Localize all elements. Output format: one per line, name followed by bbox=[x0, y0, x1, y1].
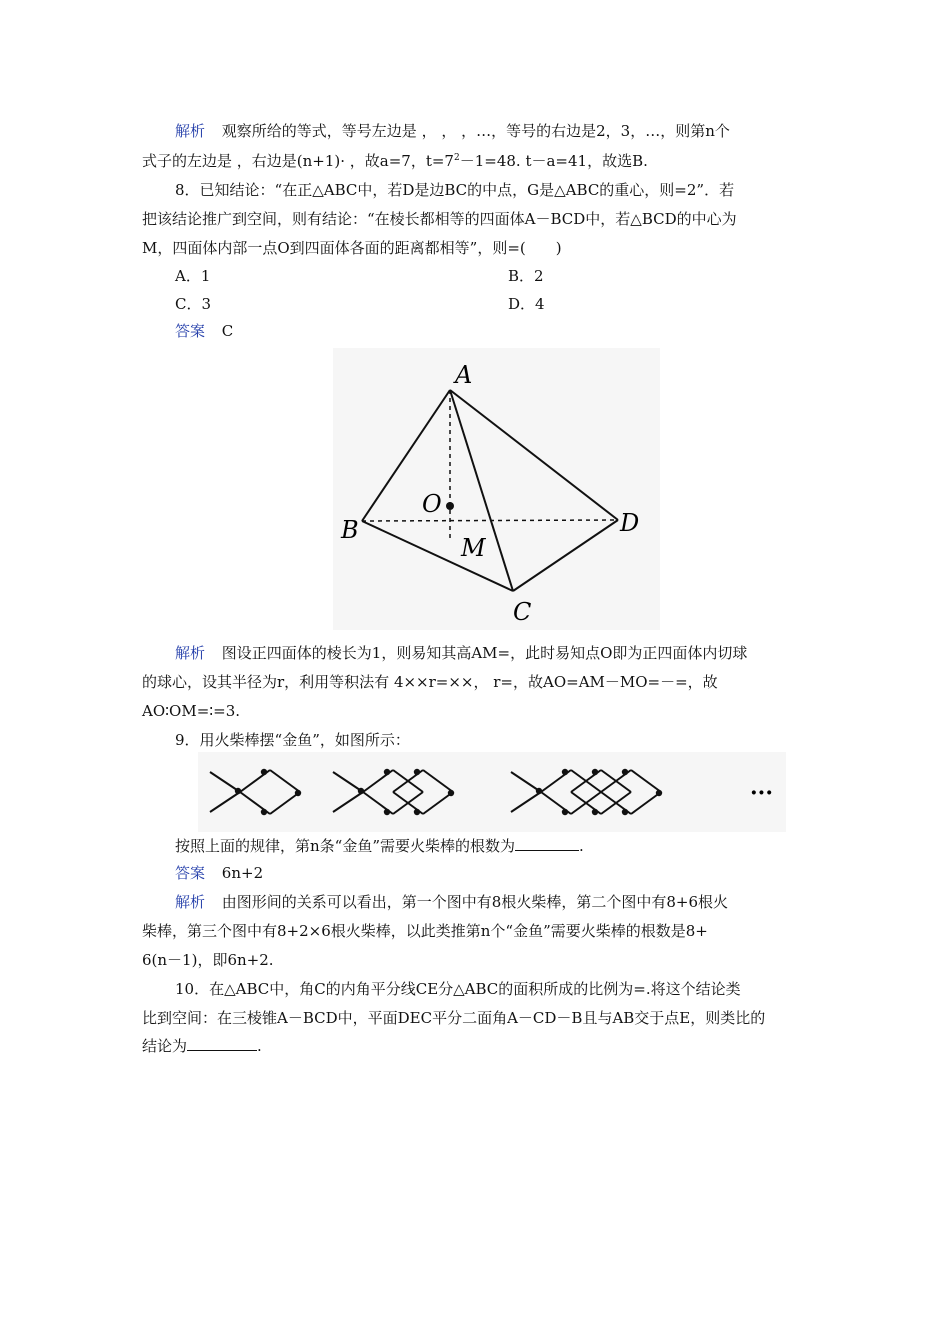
label-o: O bbox=[422, 490, 442, 518]
match-head bbox=[592, 769, 598, 775]
q9-solution-line-2: 柴棒，第三个图中有8+2×6根火柴棒，以此类推第n个“金鱼”需要火柴棒的根数是8+ bbox=[142, 922, 708, 940]
q9-solution-text-1: 由图形间的关系可以看出，第一个图中有8根火柴棒，第二个图中有8+6根火 bbox=[221, 893, 728, 911]
q7-solution-text-2: 式子的左边是 ，右边是(n+1)· ，故a=7，t=7 bbox=[142, 152, 454, 170]
solution-label: 解析 bbox=[175, 644, 206, 662]
q10-blank bbox=[187, 1036, 257, 1051]
match-head bbox=[384, 769, 390, 775]
match-head bbox=[656, 790, 662, 796]
q9-answer-line bbox=[175, 863, 263, 883]
answer-label: 答案 bbox=[175, 322, 206, 340]
label-d: D bbox=[620, 509, 640, 537]
q8-solution-text-1: 图设正四面体的棱长为1，则易知其高AM=，此时易知点O即为正四面体内切球 bbox=[221, 644, 748, 662]
label-a: A bbox=[455, 361, 473, 389]
superscript: 2 bbox=[453, 153, 460, 163]
q8-option-c: C．3 bbox=[175, 295, 212, 313]
point-o bbox=[446, 502, 454, 510]
match-head bbox=[414, 809, 420, 815]
label-m: M bbox=[461, 534, 486, 562]
solution-label: 解析 bbox=[175, 893, 206, 911]
q10-line-1: 10．在△ABC中，角C的内角平分线CE分△ABC的面积所成的比例为=.将这个结论类 bbox=[175, 980, 741, 998]
q8-answer-line bbox=[175, 321, 233, 341]
match-head bbox=[261, 809, 267, 815]
q9-line-2 bbox=[175, 836, 584, 856]
match-head bbox=[295, 790, 301, 796]
q10-prefix: 结论为 bbox=[142, 1037, 188, 1055]
q8-answer: C bbox=[221, 322, 234, 340]
q9-answer: 6n+2 bbox=[221, 864, 264, 882]
match-head bbox=[562, 809, 568, 815]
q7-solution-line-1 bbox=[175, 121, 730, 141]
label-b: B bbox=[341, 516, 359, 544]
q10-period: . bbox=[257, 1037, 262, 1055]
q7-solution-text-1: 观察所给的等式，等号左边是 ， ， ，…，等号的右边是2，3，…，则第n个 bbox=[221, 122, 730, 140]
q10-line-2: 比到空间：在三棱锥A－BCD中，平面DEC平分二面角A－CD－B且与AB交于点E，则类比的 bbox=[142, 1009, 766, 1027]
q9-period: . bbox=[579, 837, 584, 855]
q10-line-3 bbox=[142, 1036, 262, 1056]
q8-solution-line-1 bbox=[175, 643, 747, 663]
q8-solution-line-2: 的球心，设其半径为r，利用等积法有 4××r=××， r=，故AO=AM－MO=－=，故 bbox=[142, 673, 718, 691]
q9-line-1: 9．用火柴棒摆“金鱼”，如图所示： bbox=[175, 731, 410, 749]
q9-blank bbox=[515, 836, 579, 851]
q9-solution-line-3: 6(n－1)，即6n+2. bbox=[142, 951, 274, 969]
q8-line-1: 8．已知结论：“在正△ABC中，若D是边BC的中点，G是△ABC的重心，则=2”．若 bbox=[175, 181, 735, 199]
matchstick-fish-figure bbox=[198, 752, 786, 832]
match-head bbox=[592, 809, 598, 815]
solution-label: 解析 bbox=[175, 122, 206, 140]
q8-option-b: B．2 bbox=[508, 267, 544, 285]
q9-question-text: 按照上面的规律，第n条“金鱼”需要火柴棒的根数为 bbox=[175, 837, 515, 855]
ellipsis: ··· bbox=[750, 780, 773, 806]
match-head bbox=[235, 788, 241, 794]
q7-solution-line-2 bbox=[142, 151, 648, 171]
q8-line-3: M，四面体内部一点O到四面体各面的距离都相等”，则=( ) bbox=[142, 239, 562, 257]
match-head bbox=[358, 788, 364, 794]
match-head bbox=[261, 769, 267, 775]
q8-line-2: 把该结论推广到空间，则有结论：“在棱长都相等的四面体A－BCD中，若△BCD的中心为 bbox=[142, 210, 737, 228]
match-head bbox=[622, 769, 628, 775]
q8-option-d: D．4 bbox=[508, 295, 545, 313]
q8-option-a: A．1 bbox=[175, 267, 211, 285]
label-c: C bbox=[513, 598, 532, 626]
tetrahedron-figure bbox=[333, 348, 660, 630]
q7-solution-text-2-end: －1=48. t－a=41，故选B. bbox=[459, 152, 648, 170]
q9-solution-line-1 bbox=[175, 892, 728, 912]
match-head bbox=[536, 788, 542, 794]
q8-solution-line-3: AO∶OM=∶=3. bbox=[142, 702, 241, 720]
match-head bbox=[622, 809, 628, 815]
match-head bbox=[384, 809, 390, 815]
match-head bbox=[562, 769, 568, 775]
answer-label: 答案 bbox=[175, 864, 206, 882]
match-head bbox=[414, 769, 420, 775]
match-head bbox=[448, 790, 454, 796]
